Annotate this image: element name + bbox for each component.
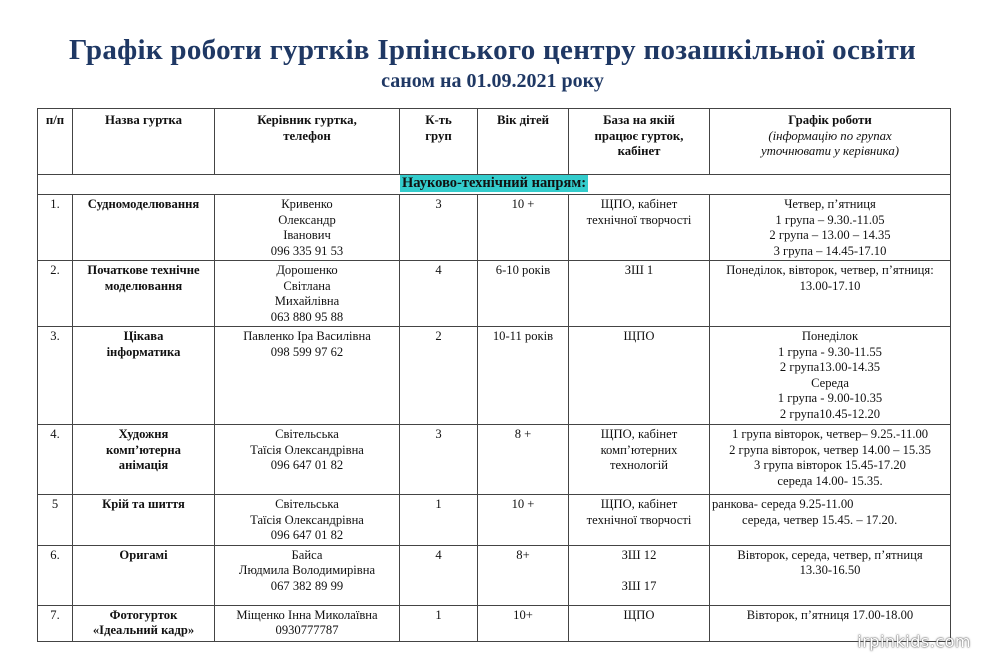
row-groups: 4 xyxy=(400,545,478,605)
row-age: 8 + xyxy=(478,425,569,495)
section-row xyxy=(38,175,951,195)
header-leader: Керівник гуртка, телефон xyxy=(215,109,400,175)
row-name: Фотогурток «Ідеальний кадр» xyxy=(73,605,215,641)
header-num: п/п xyxy=(38,109,73,175)
section-label: Науково-технічний напрям: xyxy=(401,175,587,191)
row-groups: 2 xyxy=(400,327,478,425)
row-schedule: Понеділок, вівторок, четвер, п’ятниця: 13.00-17.10 xyxy=(710,261,951,327)
row-num: 4. xyxy=(38,425,73,495)
row-name: Судномоделювання xyxy=(73,195,215,261)
row-base: ЩПО xyxy=(569,327,710,425)
row-leader: Дорошенко Світлана Михайлівна 063 880 95 88 xyxy=(215,261,400,327)
row-num: 3. xyxy=(38,327,73,425)
row-schedule: Понеділок 1 група - 9.30-11.55 2 група13.00-14.35 Середа 1 група - 9.00-10.35 2 група10.45-12.20 xyxy=(710,327,951,425)
row-name: Оригамі xyxy=(73,545,215,605)
row-num: 1. xyxy=(38,195,73,261)
table-row xyxy=(38,495,951,546)
row-name: Художня комп’ютерна анімація xyxy=(73,425,215,495)
row-leader: Павленко Іра Василівна 098 599 97 62 xyxy=(215,327,400,425)
header-row xyxy=(38,109,951,175)
table-row xyxy=(38,261,951,327)
row-age: 10-11 років xyxy=(478,327,569,425)
row-name: Крій та шиття xyxy=(73,495,215,546)
row-num: 2. xyxy=(38,261,73,327)
row-schedule: Четвер, п’ятниця 1 група – 9.30.-11.05 2 група – 13.00 – 14.35 3 група – 14.45-17.10 xyxy=(710,195,951,261)
document-subtitle: саном на 01.09.2021 року xyxy=(381,70,604,92)
header-base: База на якій працює гурток, кабінет xyxy=(569,109,710,175)
table-row xyxy=(38,195,951,261)
row-age: 8+ xyxy=(478,545,569,605)
row-num: 7. xyxy=(38,605,73,641)
row-leader: Світельська Таїсія Олександрівна 096 647 01 82 xyxy=(215,495,400,546)
row-base: ЩПО, кабінет технічної творчості xyxy=(569,495,710,546)
row-base: ЩПО xyxy=(569,605,710,641)
row-leader: Байса Людмила Володимирівна 067 382 89 99 xyxy=(215,545,400,605)
row-num: 6. xyxy=(38,545,73,605)
row-base: ЗШ 12 ЗШ 17 xyxy=(569,545,710,605)
row-base: ЩПО, кабінет технічної творчості xyxy=(569,195,710,261)
row-leader: Міщенко Інна Миколаївна 0930777787 xyxy=(215,605,400,641)
row-groups: 3 xyxy=(400,195,478,261)
row-age: 6-10 років xyxy=(478,261,569,327)
row-schedule: Вівторок, п’ятниця 17.00-18.00 xyxy=(710,605,951,641)
row-age: 10+ xyxy=(478,605,569,641)
table-row xyxy=(38,425,951,495)
row-name: Цікава інформатика xyxy=(73,327,215,425)
table-row xyxy=(38,605,951,641)
row-groups: 4 xyxy=(400,261,478,327)
row-schedule: ранкова- середа 9.25-11.00 середа, четвер 15.45. – 17.20. xyxy=(710,495,951,546)
row-groups: 1 xyxy=(400,605,478,641)
header-name: Назва гуртка xyxy=(73,109,215,175)
document-title: Графік роботи гуртків Ірпінського центру позашкільної освіти xyxy=(68,34,917,66)
row-groups: 1 xyxy=(400,495,478,546)
row-age: 10 + xyxy=(478,495,569,546)
row-groups: 3 xyxy=(400,425,478,495)
header-age: Вік дітей xyxy=(478,109,569,175)
table-row xyxy=(38,545,951,605)
row-schedule: 1 група вівторок, четвер– 9.25.-11.00 2 група вівторок, четвер 14.00 – 15.35 3 група вівторок 15.45-17.20 середа 14.00- 15.35. xyxy=(710,425,951,495)
watermark: irpinkids.com xyxy=(857,632,971,651)
row-leader: Кривенко Олександр Іванович 096 335 91 53 xyxy=(215,195,400,261)
row-base: ЩПО, кабінет комп’ютерних технологій xyxy=(569,425,710,495)
row-num: 5 xyxy=(38,495,73,546)
table-row xyxy=(38,327,951,425)
header-schedule: Графік роботи (інформацію по групах уточнювати у керівника) xyxy=(710,109,951,175)
row-leader: Світельська Таїсія Олександрівна 096 647 01 82 xyxy=(215,425,400,495)
row-base: ЗШ 1 xyxy=(569,261,710,327)
row-schedule: Вівторок, середа, четвер, п’ятниця 13.30-16.50 xyxy=(710,545,951,605)
header-groups: К-ть груп xyxy=(400,109,478,175)
row-age: 10 + xyxy=(478,195,569,261)
row-name: Початкове технічне моделювання xyxy=(73,261,215,327)
schedule-table xyxy=(37,108,951,642)
